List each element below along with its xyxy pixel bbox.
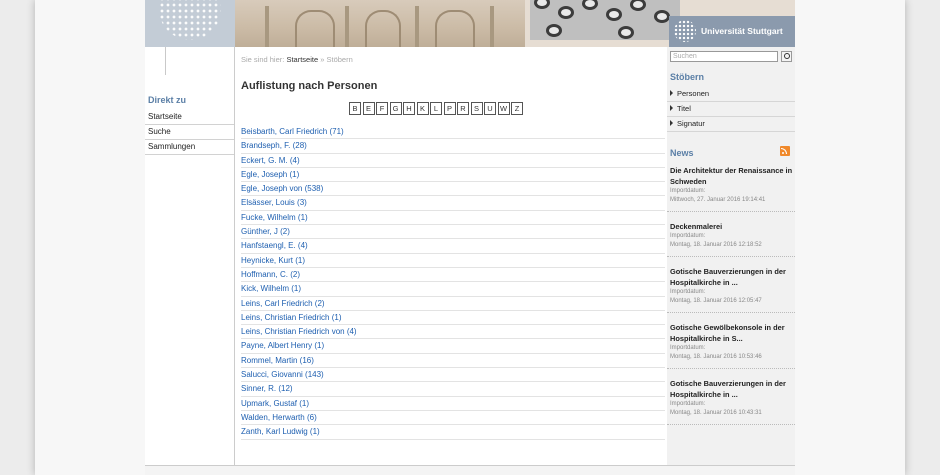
news-item-title[interactable]: Gotische Gewölbekonsole in der Hospitalkirche in S... [670,323,785,343]
news-item [667,266,795,313]
search-icon[interactable] [781,51,792,62]
person-link[interactable]: Payne, Albert Henry (1) [241,339,665,353]
university-logo-icon [674,20,696,42]
left-nav-item-startseite[interactable]: Startseite [145,110,234,125]
news-item [667,221,795,257]
news-item-title[interactable]: Die Architektur der Renaissance in Schweden [670,166,793,186]
person-link[interactable]: Egle, Joseph von (538) [241,182,665,196]
browse-item-label: Personen [677,89,710,98]
triangle-right-icon [670,120,673,126]
breadcrumb-current: Stöbern [326,55,353,64]
letter-filter-u[interactable]: U [484,102,496,115]
left-navigation [145,47,235,475]
letter-filter-h[interactable]: H [403,102,415,115]
person-link[interactable]: Salucci, Giovanni (143) [241,368,665,382]
person-link[interactable]: Leins, Carl Friedrich (2) [241,297,665,311]
breadcrumb-home-link[interactable]: Startseite [286,55,319,64]
letter-filter-r[interactable]: R [457,102,469,115]
letter-filter-z[interactable]: Z [511,102,523,115]
person-link[interactable]: Hoffmann, C. (2) [241,268,665,282]
person-link[interactable]: Sinner, R. (12) [241,382,665,396]
letter-filter-s[interactable]: S [471,102,483,115]
letter-filter-b[interactable]: B [349,102,361,115]
letter-filter-w[interactable]: W [498,102,510,115]
header-building-image [235,0,525,47]
person-link[interactable]: Fucke, Wilhelm (1) [241,211,665,225]
person-link[interactable]: Heynicke, Kurt (1) [241,254,665,268]
header-dot-pattern [145,0,235,47]
news-item-date: Montag, 18. Januar 2016 10:43:31 [670,410,762,416]
browse-title: Stöbern [670,72,705,82]
news-item-title[interactable]: Gotische Bauverzierungen in der Hospitalkirche in ... [670,379,786,399]
news-list [667,165,795,434]
person-link[interactable]: Hanfstaengl, E. (4) [241,239,665,253]
header-ceiling-image [530,0,680,40]
person-link[interactable]: Upmark, Gustaf (1) [241,397,665,411]
person-list [241,125,665,440]
person-link[interactable]: Kick, Wilhelm (1) [241,282,665,296]
triangle-right-icon [670,90,673,96]
letter-filter-l[interactable]: L [430,102,442,115]
news-item-label: Importdatum: [670,233,706,239]
news-item [667,378,795,425]
breadcrumb-prefix: Sie sind hier: [241,55,285,64]
news-item-title[interactable]: Gotische Bauverzierungen in der Hospitalkirche in ... [670,267,786,287]
letter-filter [349,102,523,115]
left-nav-item-sammlungen[interactable]: Sammlungen [145,140,234,155]
news-item-title[interactable]: Deckenmalerei [670,222,723,231]
browse-item-label: Signatur [677,119,705,128]
news-item-label: Importdatum: [670,289,706,295]
person-link[interactable]: Eckert, G. M. (4) [241,154,665,168]
browse-item-personen[interactable] [667,87,795,102]
news-item-label: Importdatum: [670,345,706,351]
browse-item-label: Titel [677,104,691,113]
news-title: News [670,148,694,158]
site-container [145,0,795,475]
letter-filter-p[interactable]: P [444,102,456,115]
university-name: Universität Stuttgart [701,26,783,36]
right-sidebar [667,47,795,465]
letter-filter-f[interactable]: F [376,102,388,115]
news-item-label: Importdatum: [670,188,706,194]
left-nav-title: Direkt zu [148,95,187,105]
news-item-date: Montag, 18. Januar 2016 12:05:47 [670,298,762,304]
news-item-label: Importdatum: [670,401,706,407]
browse-item-signatur[interactable] [667,117,795,132]
header-banner [145,0,795,47]
university-logo[interactable] [669,16,795,47]
news-item-date: Montag, 18. Januar 2016 10:53:46 [670,354,762,360]
person-link[interactable]: Beisbarth, Carl Friedrich (71) [241,125,665,139]
person-link[interactable]: Brandseph, F. (28) [241,139,665,153]
person-link[interactable]: Leins, Christian Friedrich (1) [241,311,665,325]
news-item-date: Mittwoch, 27. Januar 2016 19:14:41 [670,197,766,203]
rss-icon[interactable] [780,146,790,156]
news-item [667,165,795,212]
page-title: Auflistung nach Personen [241,80,378,92]
triangle-right-icon [670,105,673,111]
browse-item-titel[interactable] [667,102,795,117]
browser-page [35,0,905,475]
person-link[interactable]: Zanth, Karl Ludwig (1) [241,425,665,439]
person-link[interactable]: Rommel, Martin (16) [241,354,665,368]
footer [145,465,795,475]
person-link[interactable]: Walden, Herwarth (6) [241,411,665,425]
breadcrumb-separator: » [320,55,325,64]
news-item-date: Montag, 18. Januar 2016 12:18:52 [670,242,762,248]
letter-filter-e[interactable]: E [363,102,375,115]
letter-filter-k[interactable]: K [417,102,429,115]
news-item [667,322,795,369]
person-link[interactable]: Elsässer, Louis (3) [241,196,665,210]
breadcrumb [241,55,353,64]
person-link[interactable]: Leins, Christian Friedrich von (4) [241,325,665,339]
letter-filter-g[interactable]: G [390,102,402,115]
left-nav-item-suche[interactable]: Suche [145,125,234,140]
search-input[interactable]: Suchen [670,51,778,62]
person-link[interactable]: Egle, Joseph (1) [241,168,665,182]
person-link[interactable]: Günther, J (2) [241,225,665,239]
